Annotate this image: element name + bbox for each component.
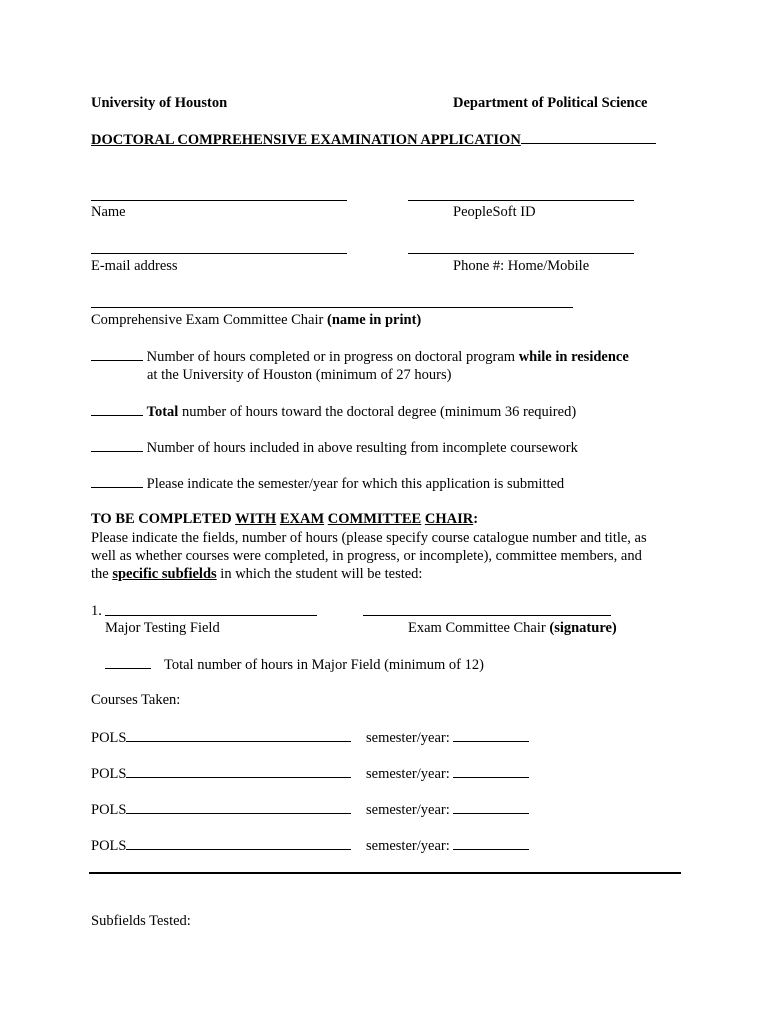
course-title-field[interactable] [126,837,351,850]
university-name: University of Houston [91,95,228,111]
course-semester-field[interactable] [453,837,529,850]
email-label: E-mail address [91,258,178,274]
peoplesoft-id-field[interactable] [408,200,634,201]
form-title-text: DOCTORAL COMPREHENSIVE EXAMINATION APPLICATION [91,132,521,148]
chair-label-text: Comprehensive Exam Committee Chair [91,312,324,328]
semester-field[interactable] [91,475,143,488]
course-semester [366,801,529,819]
incomplete-hours-row [91,439,578,457]
instructions-line-3 [91,566,422,583]
course-prefix: POLS [91,766,127,782]
semester-text: Please indicate the semester/year for which this application is submitted [146,476,565,492]
course-semester-field[interactable] [453,729,529,742]
instructions-3c: in which the student will be tested: [220,566,423,582]
total-hours-emphasis: Total [146,404,179,420]
total-hours-row [91,403,576,421]
heading-part-6: : [473,511,479,527]
course-semester-field[interactable] [453,801,529,814]
course-semester [366,765,529,783]
major-hours-row [105,656,484,674]
heading-part-4: COMMITTEE [327,511,422,527]
total-hours-text: number of hours toward the doctoral degree (minimum 36 required) [181,404,577,420]
phone-field[interactable] [408,253,634,254]
course-semester-label: semester/year: [366,766,450,782]
major-hours-text: Total number of hours in Major Field (minimum of 12) [164,657,484,673]
chair-name-label [91,312,421,329]
email-field[interactable] [91,253,347,254]
chair-label-suffix: (name in print) [326,312,422,328]
semester-row [91,475,564,493]
peoplesoft-id-label: PeopleSoft ID [453,204,536,220]
residence-hours-emphasis: while in residence [518,349,629,365]
chair-signature-label [408,620,617,637]
residence-hours-field[interactable] [91,348,143,361]
total-hours-field[interactable] [91,403,143,416]
heading-part-2: WITH [235,511,277,527]
course-row [91,837,351,855]
residence-hours-text-2: at the University of Houston (minimum of 27 hours) [147,367,452,383]
name-label: Name [91,204,126,220]
chair-signature-input[interactable] [363,615,611,616]
course-row [91,801,351,819]
major-number: 1. [91,603,102,619]
section-divider [89,872,681,874]
name-field[interactable] [91,200,347,201]
course-title-field[interactable] [126,765,351,778]
subfields-heading: Subfields Tested: [91,913,191,929]
course-semester-field[interactable] [453,765,529,778]
course-semester [366,837,529,855]
heading-part-3: EXAM [279,511,325,527]
chair-signature-text: Exam Committee Chair [408,620,546,636]
title-underline [521,131,656,144]
instructions-3b: specific subfields [112,566,217,582]
course-semester-label: semester/year: [366,730,450,746]
major-field-input[interactable] [105,615,317,616]
residence-hours-text: Number of hours completed or in progress on doctoral program [146,349,516,365]
course-semester-label: semester/year: [366,838,450,854]
course-prefix: POLS [91,838,127,854]
major-field-label: Major Testing Field [105,620,220,636]
heading-part-5: CHAIR [424,511,474,527]
course-semester [366,729,529,747]
course-semester-label: semester/year: [366,802,450,818]
incomplete-hours-text: Number of hours included in above resulting from incomplete coursework [146,440,578,456]
chair-name-field[interactable] [91,307,573,308]
major-hours-field[interactable] [105,656,151,669]
course-prefix: POLS [91,802,127,818]
instructions-line-2: well as whether courses were completed, in progress, or incomplete), committee members, and [91,548,642,564]
chair-section-heading [91,511,478,528]
residence-hours-row [91,348,629,366]
course-title-field[interactable] [126,729,351,742]
form-title [91,131,656,149]
department-name: Department of Political Science [453,95,648,111]
course-title-field[interactable] [126,801,351,814]
courses-heading: Courses Taken: [91,692,181,708]
phone-label: Phone #: Home/Mobile [453,258,590,274]
heading-part-1: TO BE COMPLETED [91,511,232,527]
course-row [91,765,351,783]
incomplete-hours-field[interactable] [91,439,143,452]
instructions-line-1: Please indicate the fields, number of hours (please specify course catalogue number and title, as [91,530,647,546]
course-row [91,729,351,747]
chair-signature-emphasis: (signature) [549,620,617,636]
instructions-3a: the [91,566,109,582]
course-prefix: POLS [91,730,127,746]
